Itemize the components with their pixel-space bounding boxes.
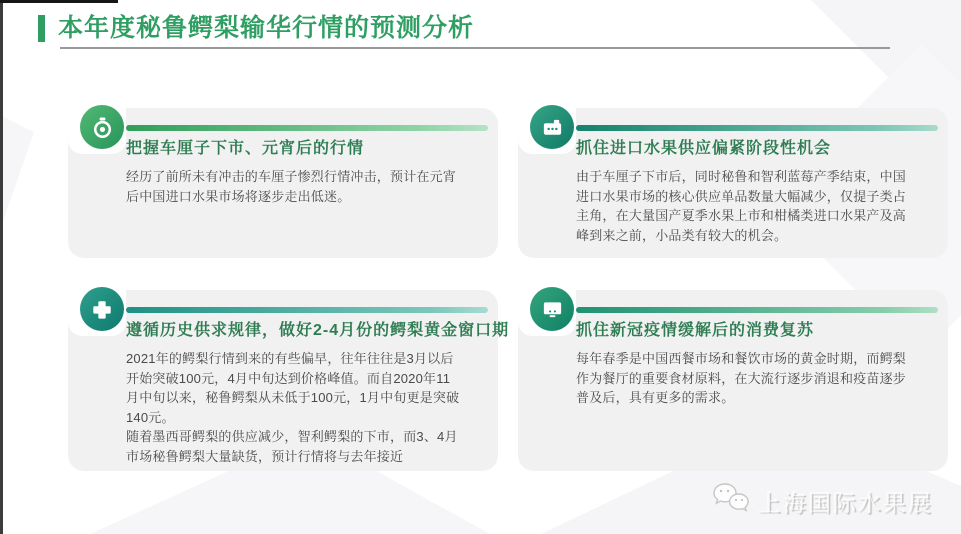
card-body [126, 349, 462, 466]
monitor-icon [530, 287, 574, 331]
card-cherry-season [68, 108, 498, 258]
card-body [576, 349, 912, 408]
card-accent-line [126, 307, 488, 313]
card-paragraph: 2021年的鳄梨行情到来的有些偏早，往年往往是3月以后开始突破100元，4月中旬达到价格峰值。而自2020年11月中旬以来，秘鲁鳄梨从未低于100元，1月中旬更是突破140元。 [126, 351, 460, 425]
card-paragraph: 由于车厘子下市后，同时秘鲁和智利蓝莓产季结束，中国进口水果市场的核心供应单品数量大幅减少，仅提子类占主角，在大量国产夏季水果上市和柑橘类进口水果产及高峰到来之前，小品类有较大的机会。 [576, 169, 907, 243]
medical-cross-icon [80, 287, 124, 331]
slide-title-block [38, 8, 474, 44]
card-paragraph: 经历了前所未有冲击的车厘子惨烈行情冲击，预计在元宵后中国进口水果市场将逐步走出低迷。 [126, 169, 457, 204]
title-accent-bar [38, 15, 45, 42]
card-consumption-recovery [518, 290, 948, 471]
wechat-bubbles-icon [708, 480, 752, 523]
card-paragraph: 随着墨西哥鳄梨的供应减少，智利鳄梨的下市，而3、4月市场秘鲁鳄梨大量缺货，预计行情将与去年接近 [126, 429, 458, 464]
title-underline [60, 47, 890, 49]
card-heading: 抓住进口水果供应偏紧阶段性机会 [576, 140, 832, 157]
card-paragraph: 每年春季是中国西餐市场和餐饮市场的黄金时期，而鳄梨作为餐厅的重要食材原料，在大流行逐步消退和疫苗逐步普及后，具有更多的需求。 [576, 351, 907, 405]
screen-edge-top [0, 0, 118, 3]
card-accent-line [576, 307, 938, 313]
card-heading: 抓住新冠疫情缓解后的消费复苏 [576, 322, 815, 339]
card-golden-window [68, 290, 510, 471]
card-body [576, 167, 912, 245]
watermark-logo [708, 480, 933, 523]
watermark-text: 上海国际水果展 [758, 490, 933, 516]
card-body [126, 167, 462, 206]
card-heading: 遵循历史供求规律，做好2-4月份的鳄梨黄金窗口期 [126, 322, 510, 339]
card-accent-line [576, 125, 938, 131]
card-heading: 把握车厘子下市、元宵后的行情 [126, 140, 365, 157]
stopwatch-icon [80, 105, 124, 149]
screen-edge-left [0, 0, 3, 534]
card-import-supply-gap [518, 108, 948, 258]
background-triangle-top-left [0, 115, 34, 230]
briefcase-icon [530, 105, 574, 149]
card-accent-line [126, 125, 488, 131]
page-title: 本年度秘鲁鳄梨输华行情的预测分析 [58, 14, 475, 42]
